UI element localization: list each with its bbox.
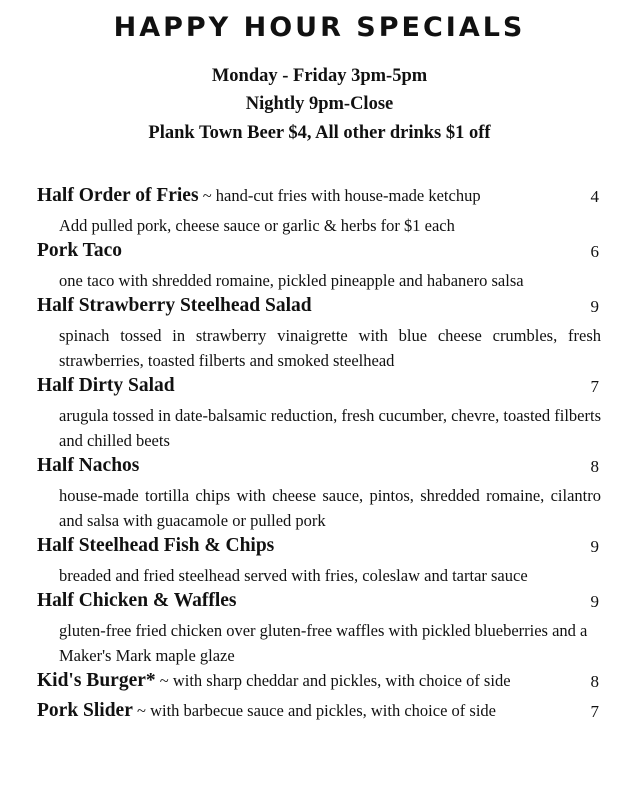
menu-item: [37, 295, 603, 373]
item-description: house-made tortilla chips with cheese sauce, pintos, shredded romaine, cilantro and salsa with guacamole or pulled pork: [59, 486, 601, 530]
menu-item: [37, 535, 603, 588]
item-price: 6: [590, 242, 599, 261]
item-price: 9: [590, 297, 599, 316]
item-price: 9: [590, 537, 599, 556]
item-name: Pork Slider: [37, 700, 133, 721]
drink-specials: Plank Town Beer $4, All other drinks $1 off: [148, 123, 491, 143]
menu-list: [37, 185, 603, 730]
menu-item: [37, 240, 603, 293]
menu-item: [37, 185, 603, 238]
dash-separator: ~: [198, 186, 216, 205]
item-description: arugula tossed in date-balsamic reduction, fresh cucumber, chevre, toasted filberts and chilled beets: [59, 406, 601, 450]
menu-item: [37, 670, 603, 698]
item-name: Pork Taco: [37, 240, 123, 261]
item-description: breaded and fried steelhead served with fries, coleslaw and tartar sauce: [59, 566, 528, 585]
item-name: Half Dirty Salad: [37, 375, 175, 396]
item-description: one taco with shredded romaine, pickled pineapple and habanero salsa: [59, 271, 524, 290]
item-price: 9: [590, 592, 599, 611]
item-name: Half Strawberry Steelhead Salad: [37, 295, 312, 316]
menu-item: [37, 700, 603, 728]
item-description: gluten-free fried chicken over gluten-free waffles with pickled blueberries and a Maker's Mark maple glaze: [59, 621, 588, 665]
hours-weekday: Monday - Friday 3pm-5pm: [211, 66, 428, 86]
item-description: spinach tossed in strawberry vinaigrette with blue cheese crumbles, fresh strawberries, toasted filberts and smoked steelhead: [59, 326, 601, 370]
item-price: 7: [590, 702, 599, 721]
item-inline-description: with sharp cheddar and pickles, with choice of side: [172, 671, 511, 690]
item-price: 8: [590, 457, 599, 476]
menu-item: [37, 590, 603, 668]
item-name: Half Nachos: [37, 455, 140, 476]
menu-title: HAPPY HOUR SPECIALS: [113, 12, 526, 43]
menu-item: [37, 375, 603, 453]
item-price: 7: [590, 377, 599, 396]
item-description: Add pulled pork, cheese sauce or garlic & herbs for $1 each: [59, 216, 455, 235]
item-inline-description: hand-cut fries with house-made ketchup: [215, 186, 481, 205]
menu-item: [37, 455, 603, 533]
item-name: Half Steelhead Fish & Chips: [37, 535, 275, 556]
item-inline-description: with barbecue sauce and pickles, with choice of side: [150, 701, 496, 720]
dash-separator: ~: [155, 671, 173, 690]
item-name: Half Order of Fries: [37, 185, 199, 206]
dash-separator: ~: [132, 701, 151, 720]
item-price: 8: [590, 672, 599, 691]
item-name: Half Chicken & Waffles: [37, 590, 237, 611]
item-price: 4: [590, 187, 599, 206]
item-name: Kid's Burger*: [37, 670, 156, 691]
hours-nightly: Nightly 9pm-Close: [245, 94, 394, 114]
